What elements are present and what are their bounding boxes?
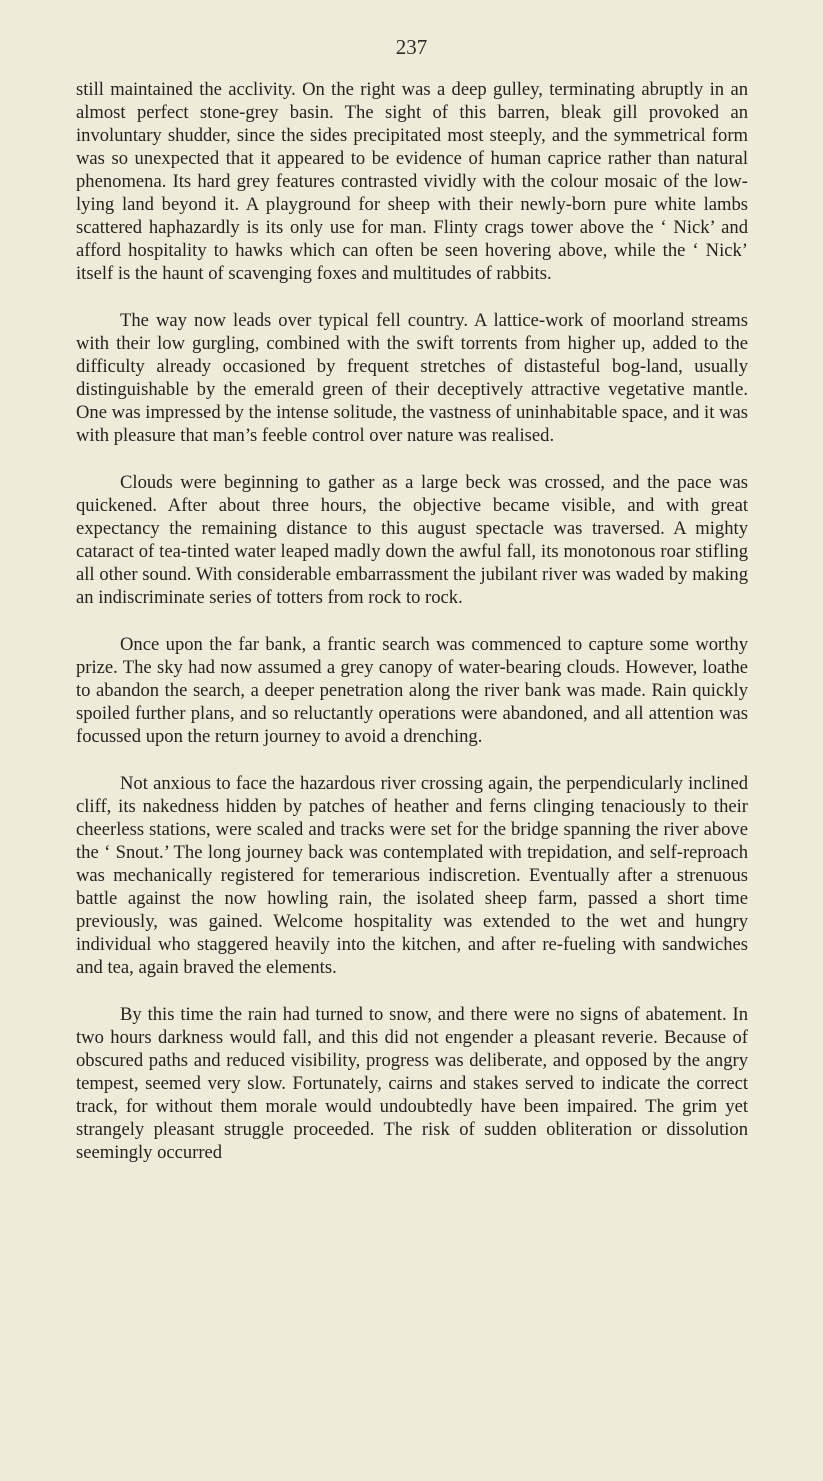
- paragraph-river-crossing: Not anxious to face the hazardous river crossing again, the perpendicularly inclined cliff, its nakedness hidden by patches of heather and ferns clinging tenaciously to their cheerless stations, were scaled and tracks were set for the bridge spanning the river above the ‘ Snout.’ The long journey back was contemplated with trepidation, and self-reproach was mechanically registered for temerarious indiscretion. Eventually after a strenuous battle against the now howling rain, the isolated sheep farm, passed a short time previously, was gained. Welcome hospitality was extended to the wet and hungry individual who staggered heavily into the kitchen, and after re-fueling with sandwiches and tea, again braved the elements.: [76, 773, 748, 978]
- body-text: [76, 78, 748, 1164]
- paragraph-clouds-gather: Clouds were beginning to gather as a large beck was crossed, and the pace was quickened. After about three hours, the objective became visible, and with great expectancy the remaining distance to this august spectacle was traversed. A mighty cataract of tea-tinted water leaped madly down the awful fall, its monotonous roar stifling all other sound. With considerable embarrassment the jubilant river was waded by making an indiscriminate series of totters from rock to rock.: [76, 472, 748, 608]
- paragraph-fell-country: The way now leads over typical fell country. A lattice-work of moorland streams with their low gurgling, combined with the swift torrents from higher up, added to the difficulty already occasioned by frequent stretches of distasteful bog-land, usually distinguishable by the emerald green of their deceptively attractive vegetative mantle. One was impressed by the intense solitude, the vastness of uninhabitable space, and it was with pleasure that man’s feeble control over nature was realised.: [76, 310, 748, 446]
- paragraph-far-bank: Once upon the far bank, a frantic search was commenced to capture some worthy prize. The sky had now assumed a grey canopy of water-bearing clouds. However, loathe to abandon the search, a deeper penetration along the river bank was made. Rain quickly spoiled further plans, and so reluctantly operations were abandoned, and all attention was focussed upon the return journey to avoid a drenching.: [76, 634, 748, 747]
- page-number: 237: [395, 35, 428, 59]
- paragraph-snow: By this time the rain had turned to snow, and there were no signs of abatement. In two hours darkness would fall, and this did not engender a pleasant reverie. Because of obscured paths and reduced visibility, progress was deliberate, and opposed by the angry tempest, seemed very slow. Fortunately, cairns and stakes served to indicate the correct track, for without them morale would undoubtedly have been impaired. The grim yet strangely pleasant struggle proceeded. The risk of sudden obliteration or dissolution seemingly occurred: [76, 1004, 748, 1163]
- paragraph-continuation: still maintained the acclivity. On the right was a deep gulley, terminating abruptly in an almost perfect stone-grey basin. The sight of this barren, bleak gill provoked an involuntary shudder, since the sides precipitated most steeply, and the symmetrical form was so unexpected that it appeared to be evidence of human caprice rather than natural phenomena. Its hard grey features contrasted vividly with the colour mosaic of the low-lying land beyond it. A playground for sheep with their newly-born pure white lambs scattered haphazardly is its only use for man. Flinty crags tower above the ‘ Nick’ and afford hospitality to hawks which can often be seen hovering above, while the ‘ Nick’ itself is the haunt of scavenging foxes and multitudes of rabbits.: [76, 79, 748, 284]
